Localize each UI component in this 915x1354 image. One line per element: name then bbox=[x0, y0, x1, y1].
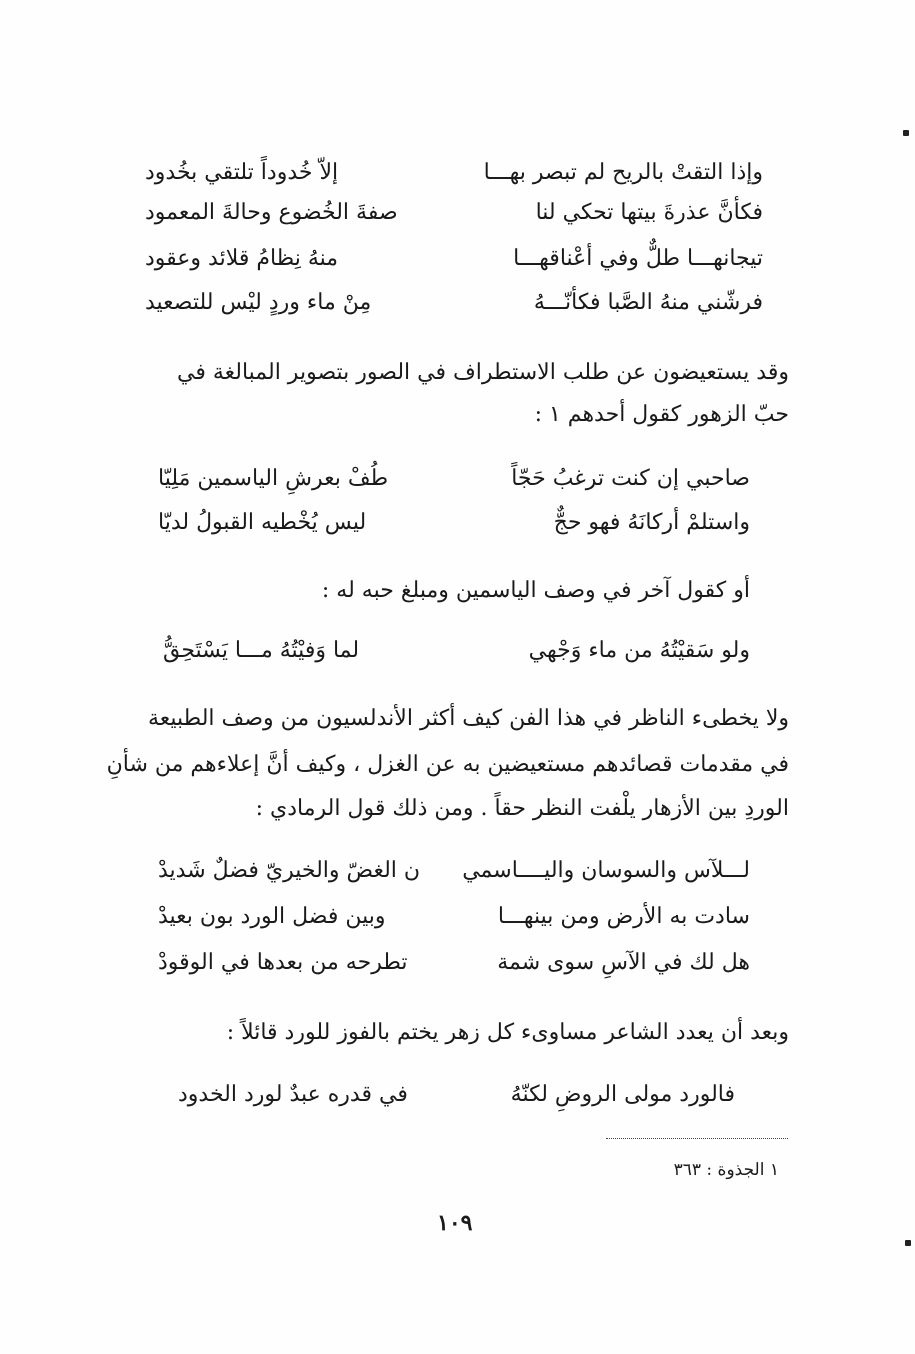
verse-hemistich-2: ن الغضّ والخيريّ فضلٌ شَديدْ bbox=[158, 858, 421, 883]
verse-hemistich-1: لـــلآس والسوسان واليــــاسمي bbox=[462, 858, 750, 883]
verse-hemistich-1: سادت به الأرض ومن بينهـــا bbox=[497, 904, 750, 929]
prose-line: وبعد أن يعدد الشاعر مساوىء كل زهر يختم بالفوز للورد قائلاً : bbox=[226, 1020, 789, 1045]
margin-mark bbox=[905, 1240, 911, 1246]
verse-hemistich-2: تطرحه من بعدها في الوقودْ bbox=[158, 950, 408, 975]
verse-hemistich-1: تيجانهـــا طلٌّ وفي أعْناقهـــا bbox=[513, 246, 763, 271]
verse-hemistich-1: هل لك في الآسِ سوى شمة bbox=[497, 950, 750, 975]
footnote-separator bbox=[606, 1138, 788, 1139]
verse-hemistich-2: إلاّ خُدوداً تلتقي بخُدود bbox=[145, 160, 339, 185]
prose-line: أو كقول آخر في وصف الياسمين ومبلغ حبه له : bbox=[321, 578, 750, 603]
verse-hemistich-1: ولو سَقيْتُهُ من ماء وَجْهي bbox=[528, 638, 750, 663]
footnote: ١ الجذوة : ٣٦٣ bbox=[673, 1160, 779, 1180]
verse-hemistich-2: صفةَ الخُضوع وحالةَ المعمود bbox=[145, 200, 398, 225]
verse-hemistich-1: وإذا التقتْ بالريح لم تبصر بهـــا bbox=[483, 160, 763, 185]
prose-line: ولا يخطىء الناظر في هذا الفن كيف أكثر الأندلسيون من وصف الطبيعة bbox=[148, 706, 789, 731]
verse-hemistich-1: صاحبي إن كنت ترغبُ حَجّاً bbox=[511, 466, 750, 491]
verse-hemistich-2: في قدره عبدٌ لورد الخدود bbox=[178, 1082, 408, 1107]
prose-line: في مقدمات قصائدهم مستعيضين به عن الغزل ، وكيف أنَّ إعلاءهم من شأنِ bbox=[106, 752, 789, 777]
verse-hemistich-2: منهُ نِظامُ قلائد وعقود bbox=[145, 246, 339, 271]
verse-hemistich-2: مِنْ ماء وردٍ ليْس للتصعيد bbox=[145, 290, 372, 315]
verse-hemistich-1: فرشّني منهُ الصَّبا فكأنّـــهُ bbox=[533, 290, 763, 315]
page-number: ١٠٩ bbox=[437, 1210, 473, 1236]
verse-hemistich-2: ليس يُخْطيه القبولُ لديّا bbox=[158, 510, 367, 535]
verse-hemistich-2: لما وَفيْتُهُ مـــا يَسْتَحِقُّ bbox=[163, 638, 360, 663]
prose-line: الوردِ بين الأزهار يلْفت النظر حقاً . ومن ذلك قول الرمادي : bbox=[255, 796, 789, 821]
margin-mark bbox=[903, 130, 909, 136]
prose-line: وقد يستعيضون عن طلب الاستطراف في الصور بتصوير المبالغة في bbox=[176, 360, 789, 385]
verse-hemistich-2: طُفْ بعرشِ الياسمين مَلِيّا bbox=[158, 466, 389, 491]
prose-line: حبّ الزهور كقول أحدهم ١ : bbox=[534, 402, 789, 427]
verse-hemistich-1: فالورد مولى الروضِ لكنّهُ bbox=[510, 1082, 735, 1107]
verse-hemistich-1: فكأنَّ عذرةَ بيتها تحكي لنا bbox=[535, 200, 763, 225]
verse-hemistich-1: واستلمْ أركانَهُ فهو حجٌّ bbox=[553, 510, 750, 535]
verse-hemistich-2: وبين فضل الورد بون بعيدْ bbox=[158, 904, 386, 929]
